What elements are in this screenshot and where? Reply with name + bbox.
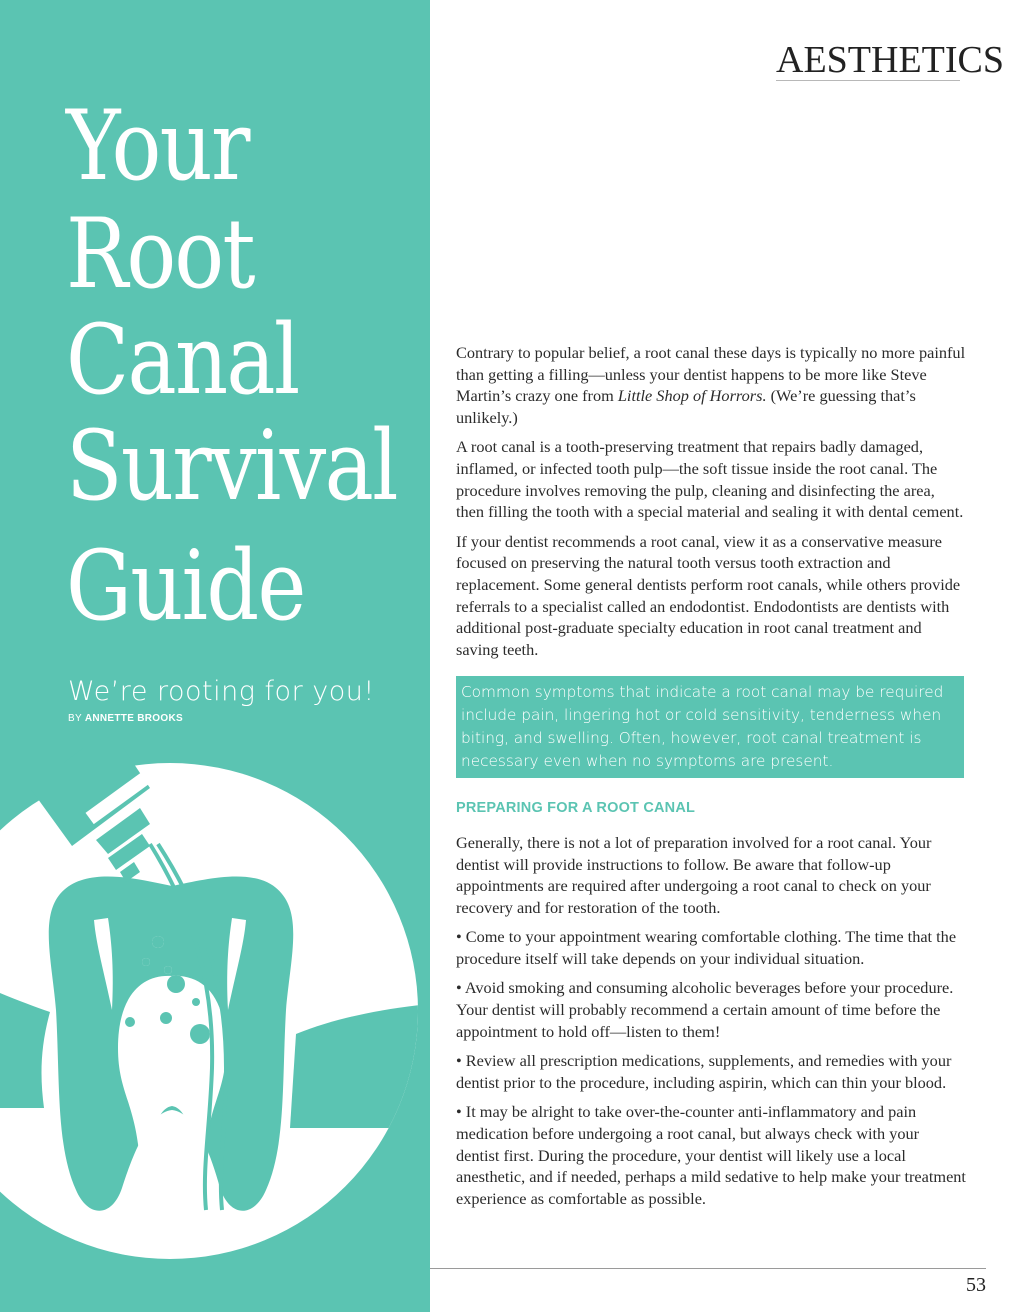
- tooth-root-canal-illustration: [0, 748, 430, 1312]
- bullet-paragraph: • Come to your appointment wearing comfortable clothing. The time that the procedure itself will take depends on your individual situation.: [456, 927, 957, 968]
- subtitle: We’re rooting for you!: [68, 676, 375, 707]
- title-line: Canal: [66, 304, 299, 416]
- section-subheading: PREPARING FOR A ROOT CANAL: [456, 800, 696, 817]
- intro-text: (We’re guessing that’s unlikely.): [456, 386, 916, 427]
- intro-text: Contrary to popular belief, a root canal these days is typically no more painful than getting a filling—unless your dentist happens to be more like Steve Martin’s crazy one from: [456, 343, 966, 406]
- article-title: [66, 90, 430, 642]
- byline: [68, 713, 183, 724]
- title-line: Guide: [66, 530, 305, 642]
- article-body: [456, 342, 966, 1217]
- author-name: ANNETTE BROOKS: [84, 713, 183, 724]
- bullet-paragraph: • Avoid smoking and consuming alcoholic beverages before your procedure. Your dentist will probably recommend a certain amount of time before the appointment to hold off—listen to them!: [456, 978, 954, 1041]
- page-number: 53: [966, 1274, 986, 1296]
- intro-film-title: Little Shop of Horrors.: [617, 386, 767, 406]
- footer-rule: [430, 1268, 986, 1269]
- title-line: Your: [66, 90, 249, 202]
- body-paragraph: If your dentist recommends a root canal, view it as a conservative measure focused on preserving the natural tooth versus tooth extraction and replacement. Some general dentists perform root canals, while others provide referrals to a specialist called an endodontist. Endodontists are dentists with additional post-graduate specialty education in root canal treatment and saving teeth.: [456, 531, 961, 659]
- body-paragraph: A root canal is a tooth-preserving treatment that repairs badly damaged, inflamed, or infected tooth pulp—the soft tissue inside the root canal. The procedure involves removing the pulp, cleaning and disinfecting the area, then filling the tooth with a special material and sealing it with dental cement.: [456, 437, 964, 522]
- callout-box: Common symptoms that indicate a root canal may be required include pain, lingering hot or cold sensitivity, tenderness when biting, and swelling. Often, however, root canal treatment is necessary even when no symptoms are present.: [456, 676, 964, 778]
- left-panel: [0, 0, 430, 1312]
- title-line: Survival: [66, 410, 397, 522]
- intro-paragraph: [456, 342, 966, 428]
- section-label: AESTHETICS: [776, 39, 1004, 81]
- body-paragraph: Generally, there is not a lot of preparation involved for a root canal. Your dentist will provide instructions to follow. Be aware that follow-up appointments are required after undergoing a root canal to check on your recovery and for restoration of the tooth.: [456, 832, 932, 917]
- bullet-paragraph: • Review all prescription medications, supplements, and remedies with your dentist prior to the procedure, including aspirin, which can thin your blood.: [456, 1051, 952, 1092]
- bullet-paragraph: • It may be alright to take over-the-counter anti-inflammatory and pain medication before undergoing a root canal, but always check with your dentist first. During the procedure, your dentist will likely use a local anesthetic, and if needed, perhaps a mild sedative to help make your treatment experience as comfortable as possible.: [456, 1102, 966, 1208]
- byline-prefix: BY: [68, 713, 82, 724]
- section-rule: [776, 80, 960, 81]
- title-line: Root: [66, 198, 254, 310]
